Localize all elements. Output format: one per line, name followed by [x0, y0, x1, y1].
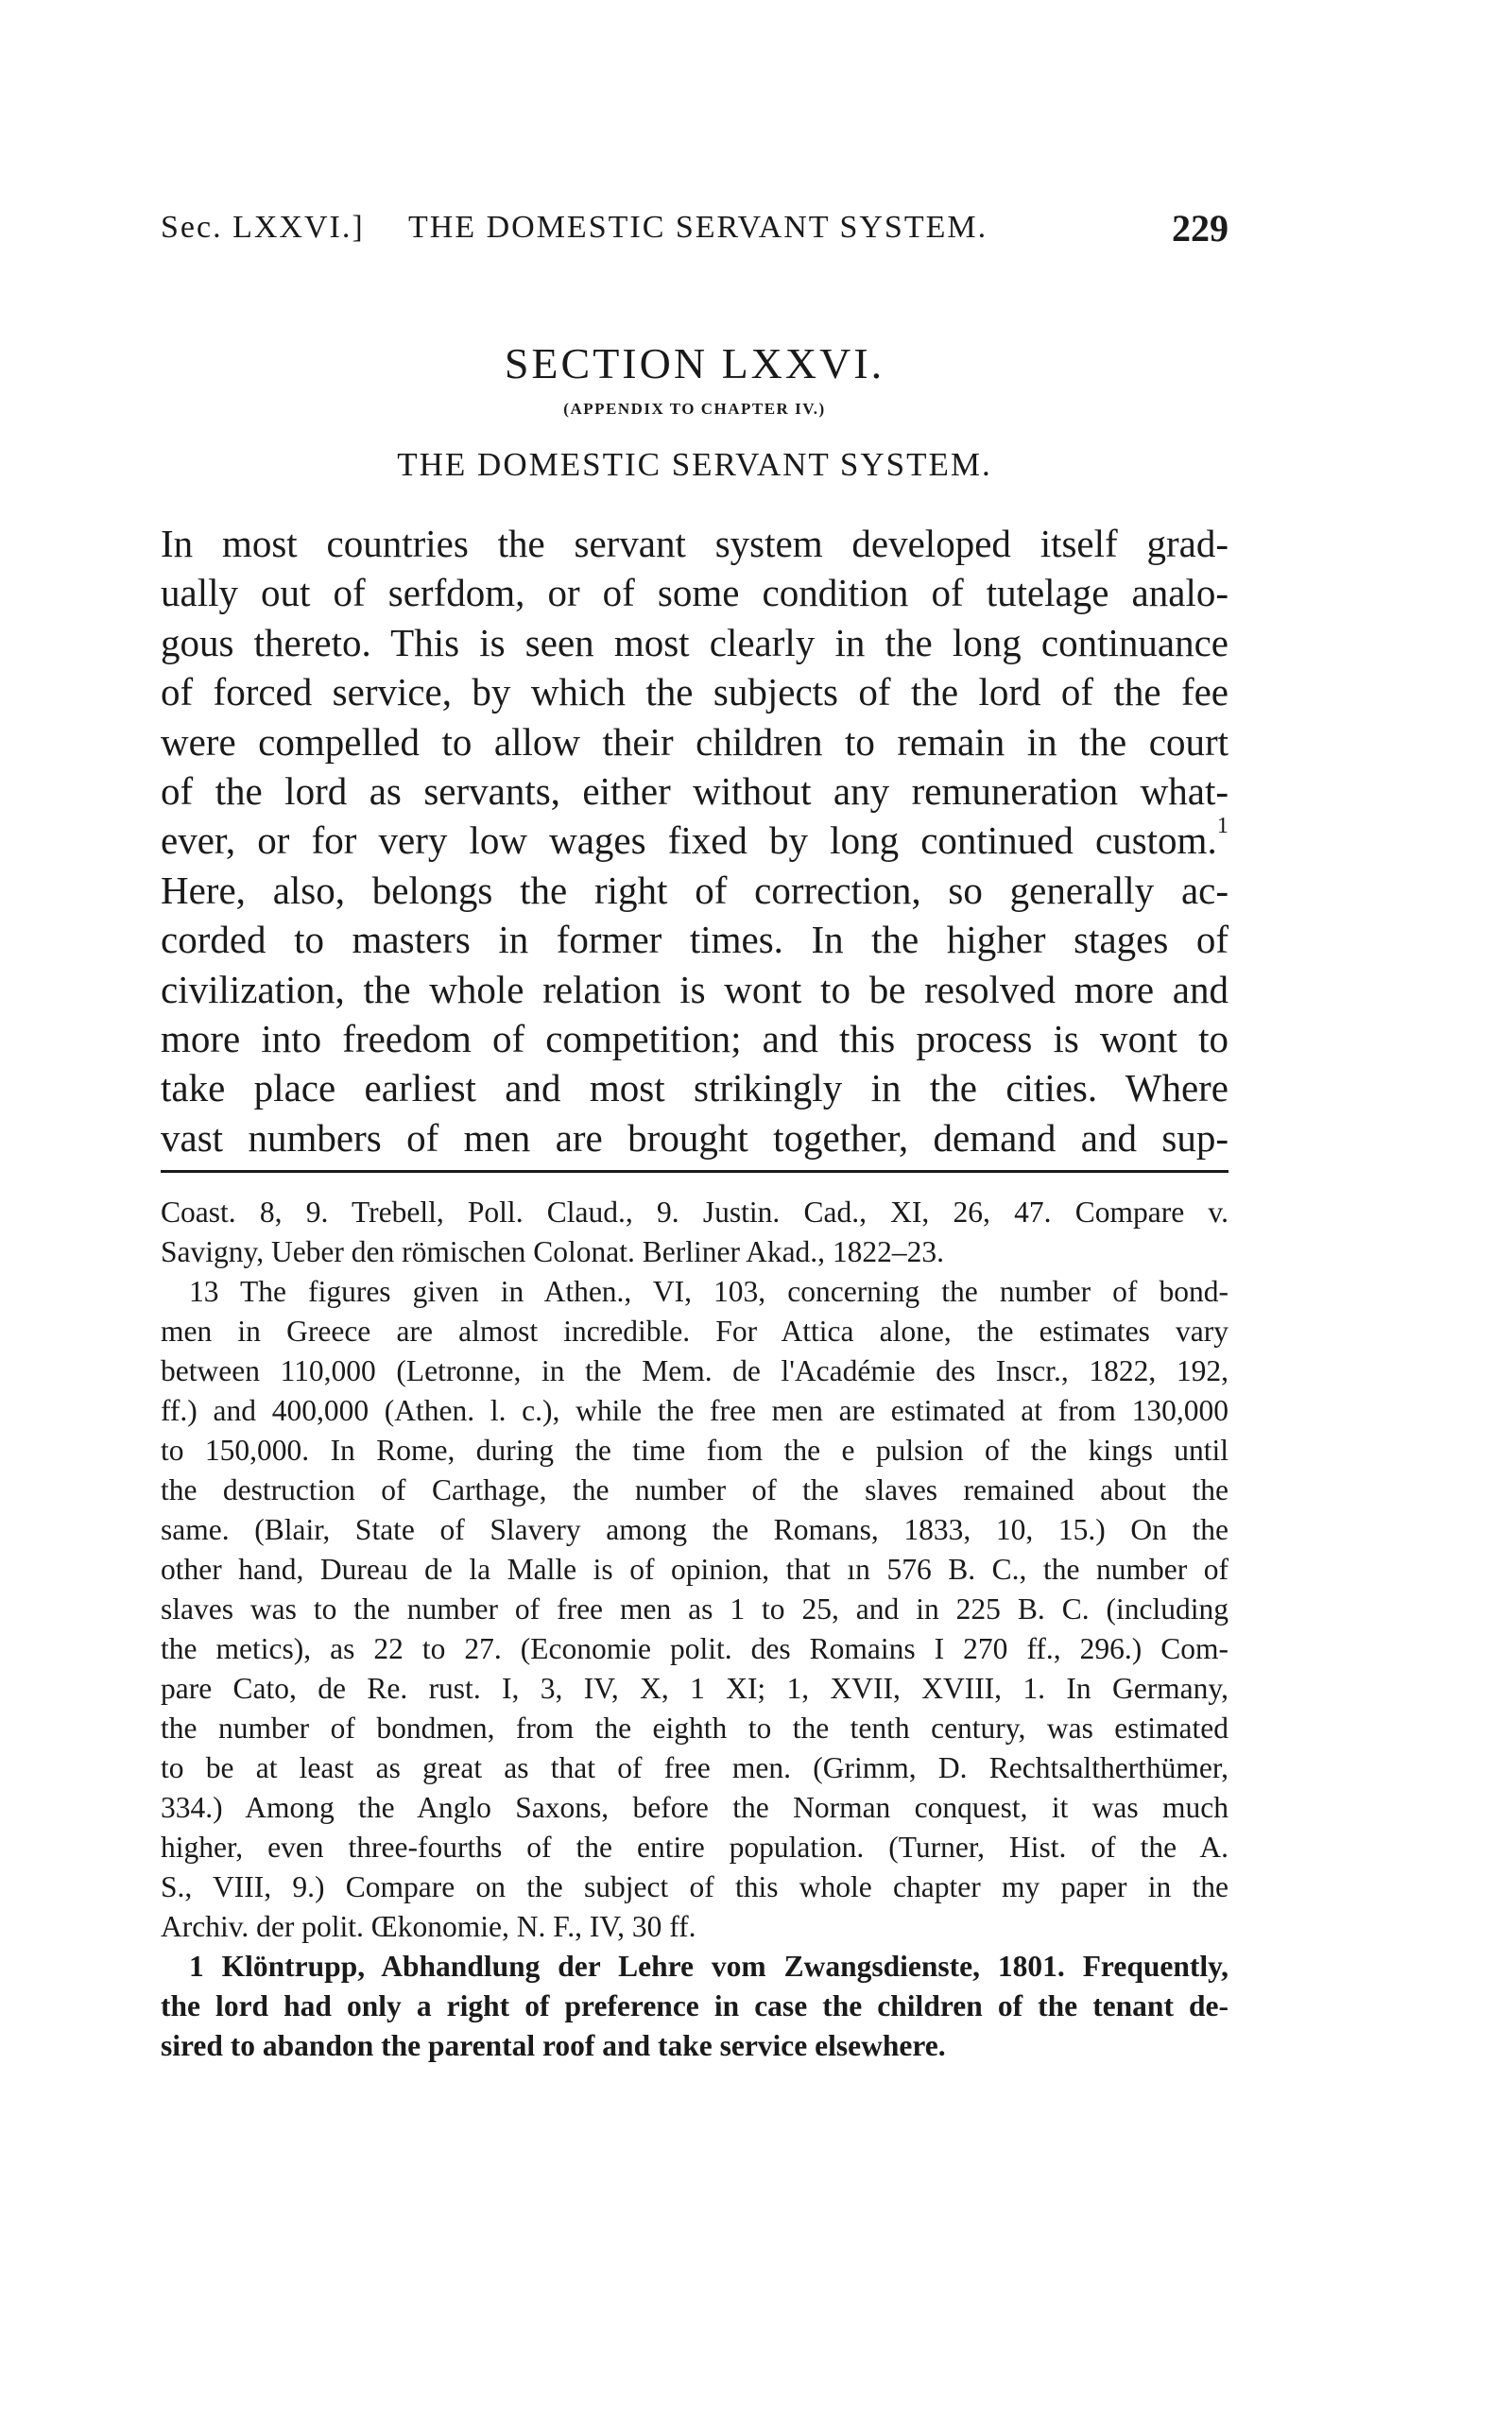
footnotes — [161, 1193, 1228, 2066]
footnote-13-line: the metics), as 22 to 27. (Economie polit. des Romains I 270 ff., 296.) Com- — [161, 1632, 1228, 1665]
footnote-13-line: to 150,000. In Rome, during the time fıom the e pulsion of the kings until — [161, 1434, 1228, 1467]
footnote-13-line: to be at least as great as that of free men. (Grimm, D. Rechtsaltherthümer, — [161, 1751, 1228, 1784]
body-line: Here, also, belongs the right of correction, so generally ac- — [161, 868, 1228, 912]
running-head-section: Sec. LXXVI.] — [161, 210, 365, 245]
body-line: vast numbers of men are brought together, demand and sup- — [161, 1115, 1228, 1160]
body-line-with-footnote — [161, 813, 1228, 865]
footnote-continuation-line: Coast. 8, 9. Trebell, Poll. Claud., 9. Justin. Cad., XI, 26, 47. Compare v. — [161, 1196, 1228, 1229]
footnote-continuation-line: Savigny, Ueber den römischen Colonat. Berliner Akad., 1822–23. — [161, 1235, 945, 1268]
footnote-13-line: higher, even three-fourths of the entire population. (Turner, Hist. of the A. — [161, 1831, 1228, 1864]
body-line: In most countries the servant system developed itself grad- — [161, 522, 1228, 565]
footnote-13-line: other hand, Dureau de la Malle is of opinion, that ın 576 B. C., the number of — [161, 1553, 1228, 1586]
footnote-13-line: Archiv. der polit. Œkonomie, N. F., IV, 30 ff. — [161, 1910, 696, 1943]
footnote-1-line: the lord had only a right of preference in case the children of the tenant de- — [161, 1989, 1228, 2022]
footnote-reference: 1 — [1216, 813, 1228, 839]
footnote-13-line: between 110,000 (Letronne, in the Mem. de l'Académie des Inscr., 1822, 192, — [161, 1354, 1228, 1387]
body-line: take place earliest and most strikingly in the cities. Where — [161, 1066, 1228, 1110]
body-line: more into freedom of competition; and this process is wont to — [161, 1017, 1228, 1061]
body-line: civilization, the whole relation is wont to be resolved more and — [161, 967, 1228, 1011]
footnote-13-line: the destruction of Carthage, the number of the slaves remained about the — [161, 1473, 1228, 1506]
footnote-13-line: 334.) Among the Anglo Saxons, before the Norman conquest, it was much — [161, 1791, 1228, 1824]
running-head-title: THE DOMESTIC SERVANT SYSTEM. — [408, 210, 988, 245]
body-line: gous thereto. This is seen most clearly in the long continuance — [161, 620, 1228, 664]
footnote-13-line: S., VIII, 9.) Compare on the subject of this whole chapter my paper in the — [161, 1870, 1228, 1903]
section-heading: SECTION LXXVI. — [504, 339, 885, 387]
footnote-13-line: the number of bondmen, from the eighth to the tenth century, was estimated — [161, 1712, 1228, 1745]
footnote-13-line: ff.) and 400,000 (Athen. l. c.), while the free men are estimated at from 130,000 — [161, 1394, 1228, 1427]
body-line: ually out of serfdom, or of some condition of tutelage analo- — [161, 571, 1228, 615]
footnote-13-line: men in Greece are almost incredible. For Attica alone, the estimates vary — [161, 1315, 1228, 1348]
body-line-text: ever, or for very low wages fixed by long continued custom. — [161, 818, 1217, 863]
footnote-1-line: sired to abandon the parental roof and take service elsewhere. — [161, 2029, 946, 2062]
body-line: of the lord as servants, either without any remuneration what- — [161, 769, 1228, 814]
body-line: corded to masters in former times. In the higher stages of — [161, 918, 1228, 962]
footnote-13-line: 13 The figures given in Athen., VI, 103, concerning the number of bond- — [189, 1275, 1228, 1308]
body-line: of forced service, by which the subjects of the lord of the fee — [161, 670, 1228, 714]
footnote-13-line: same. (Blair, State of Slavery among the Romans, 1833, 10, 15.) On the — [161, 1513, 1228, 1546]
footnote-13-line: slaves was to the number of free men as 1 to 25, and in 225 B. C. (including — [161, 1592, 1228, 1626]
section-title: THE DOMESTIC SERVANT SYSTEM. — [397, 446, 992, 483]
page-number: 229 — [1172, 207, 1228, 250]
running-head — [161, 207, 1228, 251]
footnote-13-line: pare Cato, de Re. rust. I, 3, IV, X, 1 XI; 1, XVII, XVIII, 1. In Germany, — [161, 1672, 1228, 1705]
body-line: were compelled to allow their children to remain in the court — [161, 719, 1228, 764]
footnote-1-line: 1 Klöntrupp, Abhandlung der Lehre vom Zwangsdienste, 1801. Frequently, — [189, 1950, 1228, 1983]
body-paragraph — [161, 519, 1228, 1162]
footnote-divider — [161, 1170, 1228, 1173]
section-subheading: (APPENDIX TO CHAPTER IV.) — [563, 400, 826, 418]
